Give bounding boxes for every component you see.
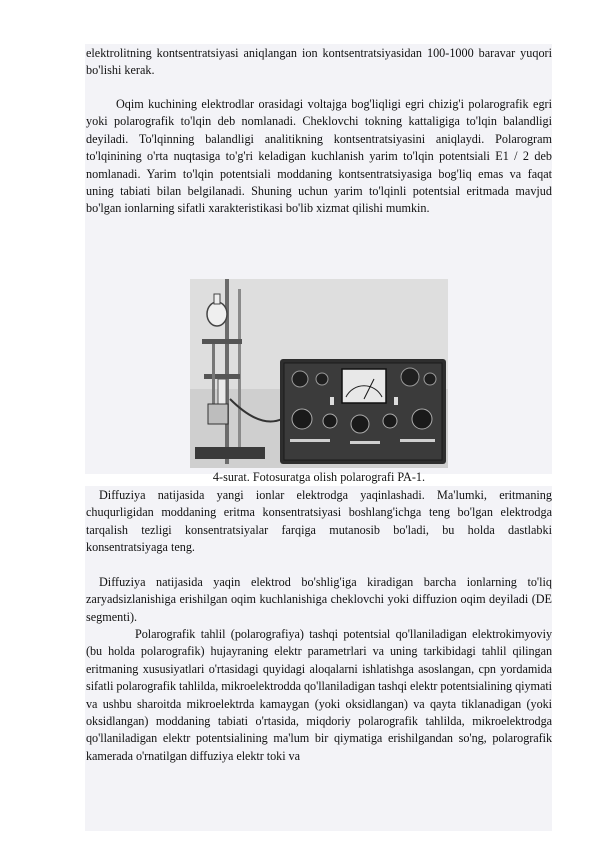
polarograph-photo-drawing: [190, 279, 448, 468]
paragraph-intro: elektrolitning kontsentratsiyasi aniqlangan ion kontsentratsiyasidan 100-1000 baravar yuqori bo'lishi kerak.: [86, 46, 552, 78]
paragraph-polarographic-analysis: Polarografik tahlil (polarografiya) tashqi potentsial qo'llaniladigan elektrokimyoviy (bu holda polarografik) hujayraning elektr parametrlari va uning tarkibidagi tahlil qilingan eritmaning xususiyatlari o'rtasidagi quyidagi aloqalarni ishlatishga asoslangan, cpn yordamida sifatli polarografik tahlilda, mikroelektrodda qo'llaniladigan tashqi elektr potentsialining qiymati va ushbu sharoitda mikroelektrda kamaygan (yoki oksidlangan) va qayta tiklanadigan (yoki oksidlangan) moddaning tabiati o'rtasida, miqdoriy polarografik tahlilda, mikroelektrodga qo'llaniladigan elektr potentsialining ma'lum bir qiymatiga erishilgandan so'ng, polarografik kamerada o'rnatilgan diffuziya elektr toki va: [86, 627, 552, 763]
paragraph-limiting-current: Diffuziya natijasida yaqin elektrod bo'shlig'iga kiradigan barcha ionlarning to'liq zaryadsizlanishiga erishilgan oqim kuchlanishiga cheklovchi yoki diffuzion oqim deyiladi (DE segmenti).: [86, 575, 552, 624]
paragraph-polarographic-wave: Oqim kuchining elektrodlar orasidagi voltajga bog'liqligi egri chizig'i polarografik egri yoki polarografik to'lqin deb nomlanadi. Cheklovchi tokning kattaligiga to'lqin balandligi deyiladi. To'lqinning balandligi analitikning kontsentratsiyasini aniqlaydi. Polarogram to'lqinining o'rta nuqtasiga to'g'ri keladigan kuchlanish yarim to'lqin potentsiali E1 / 2 deb nomlanadi. Yarim to'lqin potentsiali moddaning kontsentratsiyasiga bog'liq emas va faqat uning tabiati bilan belgilanadi. Shuning uchun yarim to'lqinli potentsial eritmada mavjud bo'lgan ionlarning sifatli xarakteristikasi bo'lib xizmat qilishi mumkin.: [86, 97, 552, 216]
figure-caption: 4-surat. Fotosuratga olish polarografi PA-1.: [212, 470, 426, 484]
polarograph-photo: [190, 279, 448, 468]
paragraph-diffusion: Diffuziya natijasida yangi ionlar elektrodga yaqinlashadi. Ma'lumki, eritmaning chuqurligidan moddaning eritma konsentratsiyasi boshlang'ichga teng bo'lgan elektrodga tarqalish tezligi konsentratsiyalar farqiga mutanosib bo'ladi, bu holda dastlabki konsentratsiyaga teng.: [86, 488, 552, 555]
